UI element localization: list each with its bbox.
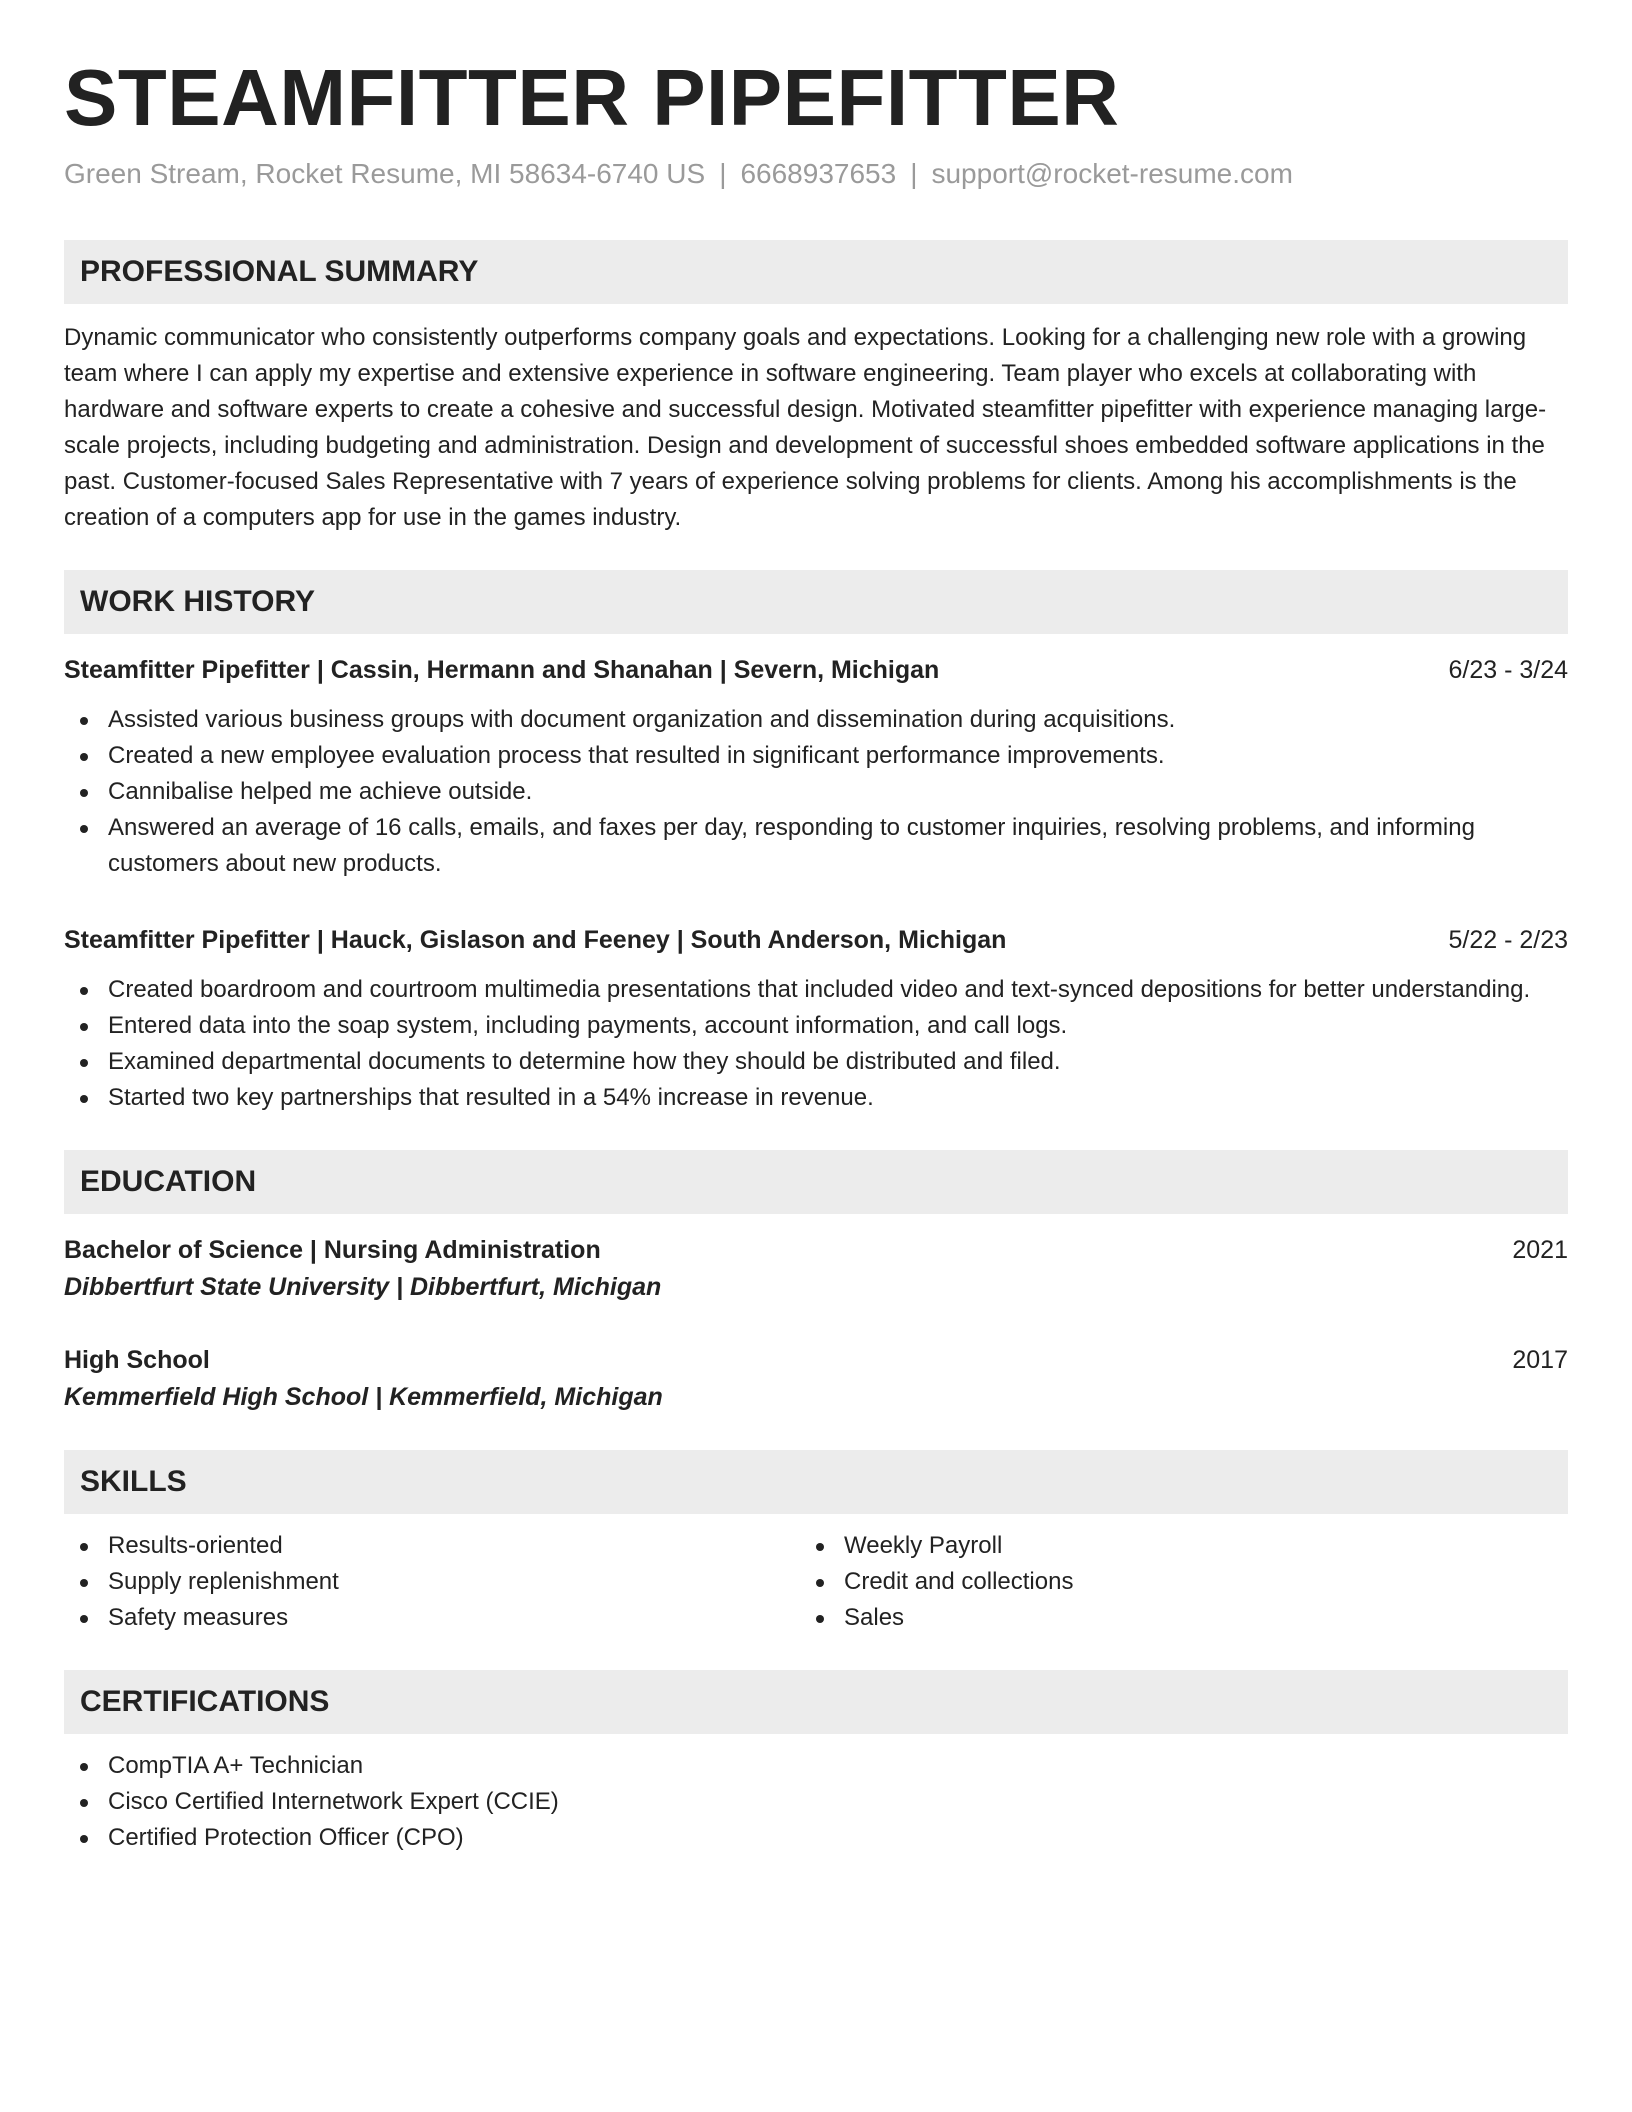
skills-list-right	[800, 1528, 1536, 1636]
skills-grid	[64, 1528, 1568, 1636]
education-school: Dibbertfurt State University | Dibbertfurt, Michigan	[64, 1273, 662, 1301]
list-item: Certified Protection Officer (CPO)	[64, 1820, 1568, 1856]
education-degree: Bachelor of Science | Nursing Administration	[64, 1236, 601, 1264]
list-item: Entered data into the soap system, including payments, account information, and call logs.	[64, 1008, 1568, 1044]
list-item: Sales	[800, 1600, 1536, 1636]
list-item: Safety measures	[64, 1600, 800, 1636]
list-item: Created a new employee evaluation process that resulted in significant performance improvements.	[64, 738, 1568, 774]
job-heading-row	[64, 922, 1568, 958]
contact-separator: |	[719, 158, 727, 189]
contact-line	[64, 158, 1568, 190]
list-item: Assisted various business groups with document organization and dissemination during acquisitions.	[64, 702, 1568, 738]
list-item: Answered an average of 16 calls, emails, and faxes per day, responding to customer inquiries, resolving problems, and informing customers about new products.	[64, 810, 1568, 882]
education-section-title: EDUCATION	[80, 1165, 257, 1198]
education-heading-row	[64, 1342, 1568, 1378]
summary-section-header	[64, 240, 1568, 304]
contact-separator: |	[910, 158, 918, 189]
work-section-title: WORK HISTORY	[80, 585, 316, 618]
list-item: CompTIA A+ Technician	[64, 1748, 1568, 1784]
job-entry	[64, 922, 1568, 1116]
list-item: Cannibalise helped me achieve outside.	[64, 774, 1568, 810]
certifications-block	[64, 1748, 1568, 1856]
contact-phone: 6668937653	[740, 158, 897, 189]
education-degree: High School	[64, 1346, 210, 1374]
contact-email: support@rocket-resume.com	[931, 158, 1293, 189]
contact-address: Green Stream, Rocket Resume, MI 58634-6740 US	[64, 158, 706, 189]
education-school: Kemmerfield High School | Kemmerfield, Michigan	[64, 1383, 663, 1411]
job-bullet-list	[64, 702, 1568, 882]
list-item: Cisco Certified Internetwork Expert (CCIE)	[64, 1784, 1568, 1820]
list-item: Results-oriented	[64, 1528, 800, 1564]
job-entry	[64, 652, 1568, 882]
education-section-header	[64, 1150, 1568, 1214]
job-heading: Steamfitter Pipefitter | Cassin, Hermann and Shanahan | Severn, Michigan	[64, 656, 940, 684]
skills-section-title: SKILLS	[80, 1465, 187, 1498]
summary-section-title: PROFESSIONAL SUMMARY	[80, 255, 479, 288]
education-entry	[64, 1342, 1568, 1416]
list-item: Supply replenishment	[64, 1564, 800, 1600]
skills-section-header	[64, 1450, 1568, 1514]
education-year: 2021	[1512, 1236, 1568, 1264]
job-heading: Steamfitter Pipefitter | Hauck, Gislason and Feeney | South Anderson, Michigan	[64, 926, 1007, 954]
summary-text: Dynamic communicator who consistently outperforms company goals and expectations. Looking for a challenging new role with a growing team where I can apply my expertise and extensive experience in software engineering. Team player who excels at collaborating with hardware and software experts to create a cohesive and successful design. Motivated steamfitter pipefitter with experience managing large-scale projects, including budgeting and administration. Design and development of successful shoes embedded software applications in the past. Customer-focused Sales Representative with 7 years of experience solving problems for clients. Among his accomplishments is the creation of a computers app for use in the games industry.	[64, 324, 1547, 531]
education-heading-row	[64, 1232, 1568, 1268]
list-item: Credit and collections	[800, 1564, 1536, 1600]
list-item: Started two key partnerships that resulted in a 54% increase in revenue.	[64, 1080, 1568, 1116]
certifications-section-header	[64, 1670, 1568, 1734]
candidate-name: STEAMFITTER PIPEFITTER	[64, 53, 1120, 142]
work-section-header	[64, 570, 1568, 634]
list-item: Created boardroom and courtroom multimedia presentations that included video and text-synced depositions for better understanding.	[64, 972, 1568, 1008]
education-entry	[64, 1232, 1568, 1306]
job-heading-row	[64, 652, 1568, 688]
list-item: Weekly Payroll	[800, 1528, 1536, 1564]
job-bullet-list	[64, 972, 1568, 1116]
certifications-list	[64, 1748, 1568, 1856]
skills-list-left	[64, 1528, 800, 1636]
education-year: 2017	[1512, 1346, 1568, 1374]
list-item: Examined departmental documents to determine how they should be distributed and filed.	[64, 1044, 1568, 1080]
job-dates: 5/22 - 2/23	[1448, 926, 1568, 954]
certifications-section-title: CERTIFICATIONS	[80, 1685, 330, 1718]
job-dates: 6/23 - 3/24	[1448, 656, 1568, 684]
